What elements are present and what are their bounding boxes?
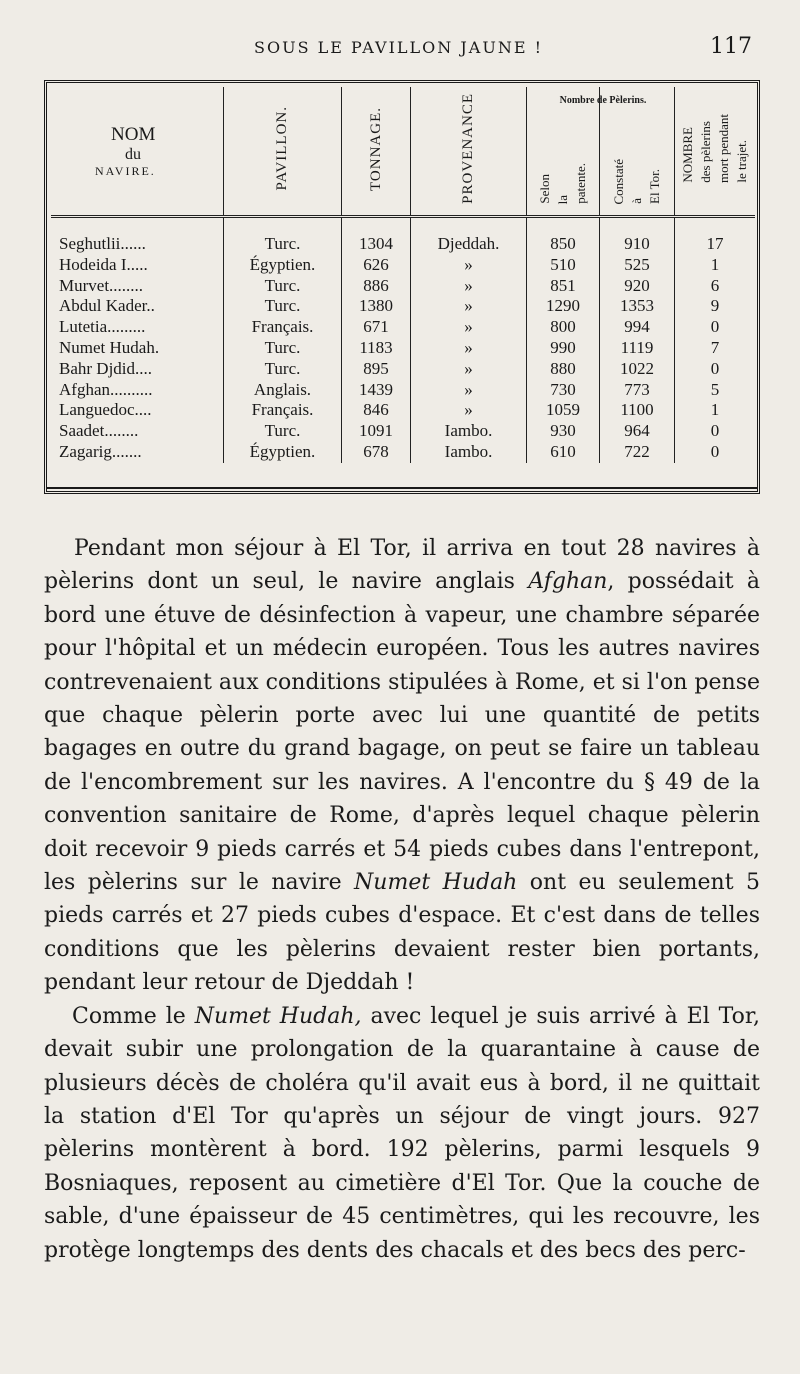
cell-per-patent: 851 — [527, 276, 600, 297]
cell-per-patent: 610 — [527, 442, 600, 463]
running-title: SOUS LE PAVILLON JAUNE ! — [254, 38, 544, 57]
cell-per-patent: 990 — [527, 338, 600, 359]
header-per-patent-3: patente. — [573, 163, 588, 204]
table-row — [51, 442, 755, 463]
table-row — [51, 255, 755, 276]
cell-name: Bahr Djdid.... — [51, 359, 224, 380]
cell-provenance: » — [411, 276, 527, 297]
cell-dead: 7 — [710, 337, 720, 357]
paragraph-2-part-b: avec lequel je suis arrivé à El Tor, devait subir une prolongation de la quarantaine à cause de plusieurs décès de choléra qu'il avait eus à bord, il ne quittait la station d'El Tor qu'après un séjour de vingt jours. 927 pèlerins montèrent à bord. 192 pèlerins, parmi lesquels 9 Bosniaques, reposent au cimetière d'El Tor. Que la couche de sable, d'une épaisseur de 45 centimètres, qui les recouvre, les protège longtemps des dents des chacals et des becs des perc- — [44, 1003, 760, 1263]
cell-per-patent: 880 — [527, 359, 600, 380]
cell-name: Saadet........ — [51, 421, 224, 442]
paragraph-1 — [44, 532, 760, 1000]
cell-tonnage: 1091 — [342, 421, 411, 442]
cell-provenance: Iambo. — [411, 421, 527, 442]
table-row — [51, 421, 755, 442]
header-dead-4: le trajet. — [734, 140, 749, 183]
cell-name: Hodeida I..... — [51, 255, 224, 276]
cell-flag: Turc. — [224, 217, 342, 255]
cell-provenance: » — [411, 255, 527, 276]
table-row — [51, 317, 755, 338]
cell-flag: Égyptien. — [224, 255, 342, 276]
cell-tonnage: 1380 — [342, 296, 411, 317]
header-flag-label: PAVILLON. — [274, 106, 290, 191]
header-name-line2: du — [125, 145, 141, 163]
cell-dead: 1 — [710, 254, 720, 274]
paragraph-1-part-b: , possédait à bord une étuve de désinfection à vapeur, une chambre séparée pour l'hôpital et un médecin européen. Tous les autres navires contrevenaient aux conditions stipulées à Rome, et si l'on pense que chaque pèlerin porte avec lui une quantité de petits bagages en outre du grand bagage, on peut se faire un tableau de l'encombrement sur les navires. A l'encontre du § 49 de la convention sanitaire de Rome, d'après lequel chaque pèlerin doit recevoir 9 pieds carrés et 54 pieds cubes dans l'entrepont, les pèlerins sur le navire — [44, 569, 760, 896]
cell-tonnage: 671 — [342, 317, 411, 338]
cell-counted: 1119 — [600, 338, 675, 359]
header-tonnage — [342, 87, 411, 217]
header-provenance — [411, 87, 527, 217]
cell-per-patent: 1059 — [527, 400, 600, 421]
cell-provenance: » — [411, 338, 527, 359]
cell-provenance: Djeddah. — [411, 217, 527, 255]
header-name-line3: NAVIRE. — [95, 163, 156, 178]
cell-tonnage: 895 — [342, 359, 411, 380]
cell-tonnage: 678 — [342, 442, 411, 463]
cell-counted: 994 — [600, 317, 675, 338]
cell-dead: 5 — [710, 379, 720, 399]
table-row — [51, 380, 755, 401]
table-row — [51, 296, 755, 317]
cell-counted: 722 — [600, 442, 675, 463]
cell-name: Afghan.......... — [51, 380, 224, 401]
cell-dead: 0 — [710, 421, 720, 441]
page-header — [0, 34, 800, 64]
cell-flag: Turc. — [224, 338, 342, 359]
cell-provenance: » — [411, 380, 527, 401]
table-row — [51, 217, 755, 255]
table-row — [51, 338, 755, 359]
header-dead-2: des pèlerins — [698, 121, 713, 183]
table-row — [51, 359, 755, 380]
cell-counted: 1353 — [600, 296, 675, 317]
header-pilgrims-group: Nombre de Pèlerins. — [559, 95, 647, 106]
cell-dead: 17 — [706, 234, 724, 253]
cell-dead: 0 — [710, 358, 720, 378]
header-dead-1: NOMBRE — [680, 127, 695, 183]
ships-table — [51, 87, 755, 463]
cell-flag: Anglais. — [224, 380, 342, 401]
header-name — [51, 87, 224, 217]
header-per-patent-1: Selon — [537, 174, 552, 204]
cell-flag: Français. — [224, 317, 342, 338]
cell-tonnage: 1304 — [342, 217, 411, 255]
cell-counted: 773 — [600, 380, 675, 401]
header-dead — [675, 87, 756, 217]
header-counted — [600, 87, 675, 217]
ship-name-afghan: Afghan — [528, 569, 608, 595]
cell-name: Seghutlii...... — [51, 217, 224, 255]
ship-name-numet-hudah: Numet Hudah — [354, 870, 518, 896]
cell-counted: 964 — [600, 421, 675, 442]
cell-counted: 1022 — [600, 359, 675, 380]
cell-provenance: Iambo. — [411, 442, 527, 463]
ships-table-body — [51, 217, 755, 463]
cell-flag: Turc. — [224, 296, 342, 317]
cell-flag: Turc. — [224, 421, 342, 442]
cell-flag: Français. — [224, 400, 342, 421]
header-tonnage-label: TONNAGE. — [367, 106, 384, 191]
cell-dead: 9 — [710, 296, 720, 316]
paragraph-1-part-c: ont eu seulement 5 pieds carrés et 27 pieds cubes d'espace. Et c'est dans de telles conditions que les pèlerins devaient rester bien portants, pendant leur retour de Djeddah ! — [44, 870, 760, 996]
cell-per-patent: 800 — [527, 317, 600, 338]
header-counted-1: Constaté — [611, 158, 626, 204]
table-row — [51, 276, 755, 297]
header-counted-2: à — [629, 198, 644, 204]
cell-name: Murvet........ — [51, 276, 224, 297]
header-provenance-label: PROVENANCE — [460, 93, 476, 204]
cell-per-patent: 510 — [527, 255, 600, 276]
cell-flag: Égyptien. — [224, 442, 342, 463]
ships-table-frame — [44, 80, 760, 494]
cell-counted: 1100 — [600, 400, 675, 421]
cell-provenance: » — [411, 317, 527, 338]
header-counted-3: El Tor. — [647, 169, 662, 204]
header-flag — [224, 87, 342, 217]
paragraph-2-part-a: Comme le — [72, 1003, 195, 1029]
cell-per-patent: 930 — [527, 421, 600, 442]
header-per-patent-2: la — [555, 194, 570, 204]
cell-flag: Turc. — [224, 359, 342, 380]
cell-counted: 525 — [600, 255, 675, 276]
paragraph-2 — [44, 1000, 760, 1267]
body-text — [44, 532, 760, 1267]
cell-name: Abdul Kader.. — [51, 296, 224, 317]
cell-provenance: » — [411, 359, 527, 380]
cell-dead: 1 — [710, 400, 720, 420]
header-dead-3: mort pendant — [716, 114, 731, 183]
cell-name: Numet Hudah. — [51, 338, 224, 359]
cell-tonnage: 1183 — [342, 338, 411, 359]
ship-name-numet-hudah-2: Numet Hudah, — [194, 1003, 362, 1029]
table-row — [51, 400, 755, 421]
page-number: 117 — [710, 34, 752, 59]
cell-name: Languedoc.... — [51, 400, 224, 421]
paragraph-1-part-a: Pendant mon séjour à El Tor, il arriva en tout 28 navires à pèlerins dont un seul, le navire anglais — [44, 536, 760, 595]
cell-name: Zagarig....... — [51, 442, 224, 463]
header-name-line1: NOM — [111, 123, 156, 145]
cell-tonnage: 846 — [342, 400, 411, 421]
cell-tonnage: 1439 — [342, 380, 411, 401]
cell-per-patent: 730 — [527, 380, 600, 401]
cell-per-patent: 850 — [527, 217, 600, 255]
cell-tonnage: 626 — [342, 255, 411, 276]
cell-counted: 910 — [600, 217, 675, 255]
cell-dead: 0 — [710, 317, 720, 337]
cell-tonnage: 886 — [342, 276, 411, 297]
table-header-row — [51, 87, 755, 217]
cell-flag: Turc. — [224, 276, 342, 297]
cell-per-patent: 1290 — [527, 296, 600, 317]
cell-name: Lutetia......... — [51, 317, 224, 338]
cell-provenance: » — [411, 400, 527, 421]
cell-dead: 0 — [710, 441, 720, 461]
cell-dead: 6 — [710, 275, 720, 295]
cell-counted: 920 — [600, 276, 675, 297]
cell-provenance: » — [411, 296, 527, 317]
